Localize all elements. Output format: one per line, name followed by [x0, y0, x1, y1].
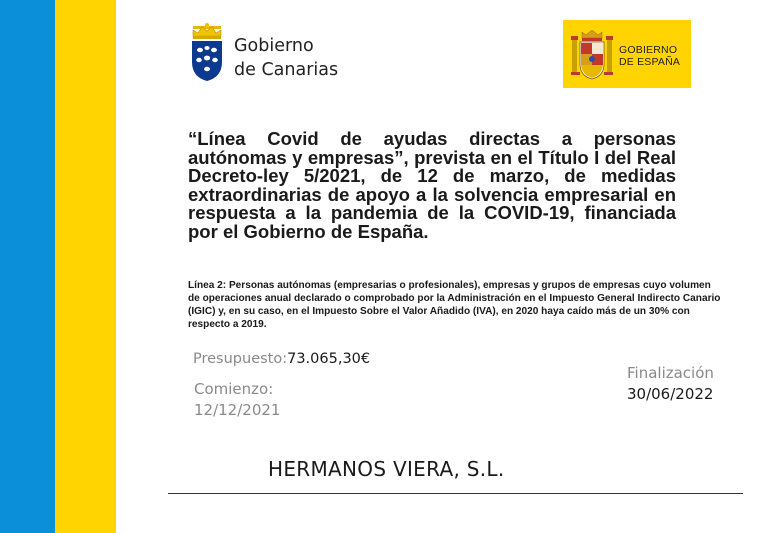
line-description: Línea 2: Personas autónomas (empresarias o profesionales), empresas y grupos de empresas cuyo volumen de operaciones anual declarado o comprobado por la Administración en el Impuesto General Indirecto Canario (IGIC) y, en su caso, en el Impuesto Sobre el Valor Añadido (IVA), en 2020 haya caído más de un 30% con respecto a 2019. [188, 280, 721, 330]
canarias-logo-line2: de Canarias [234, 60, 339, 80]
espana-logo-line1: GOBIERNO [619, 44, 678, 56]
main-title: “Línea Covid de ayudas directas a personas autónomas y empresas”, prevista en el Título I del Real Decreto-ley 5/2021, de 12 de marzo, de medidas extraordinarias de apoyo a la solvencia empresarial en respuesta a la pandemia de la COVID-19, financiada por el Gobierno de España. [188, 128, 676, 242]
gobierno-canarias-logo [190, 22, 360, 84]
start-date: 12/12/2021 [194, 401, 281, 419]
divider-line [168, 493, 743, 494]
spain-coat-of-arms-icon [571, 28, 613, 82]
espana-logo-line2: DE ESPAÑA [619, 56, 681, 68]
end-date: 30/06/2022 [627, 385, 714, 403]
budget-row [193, 351, 370, 367]
canarias-emblem-icon [190, 22, 224, 82]
budget-value: 73.065,30€ [287, 351, 371, 367]
beneficiary-name: HERMANOS VIERA, S.L. [268, 457, 505, 481]
gobierno-espana-logo [563, 20, 691, 88]
blue-stripe [0, 0, 55, 533]
yellow-stripe [55, 0, 116, 533]
start-label: Comienzo: [194, 380, 274, 398]
canarias-logo-line1: Gobierno [234, 36, 314, 56]
end-label: Finalización [627, 364, 714, 382]
budget-label: Presupuesto: [193, 351, 288, 367]
